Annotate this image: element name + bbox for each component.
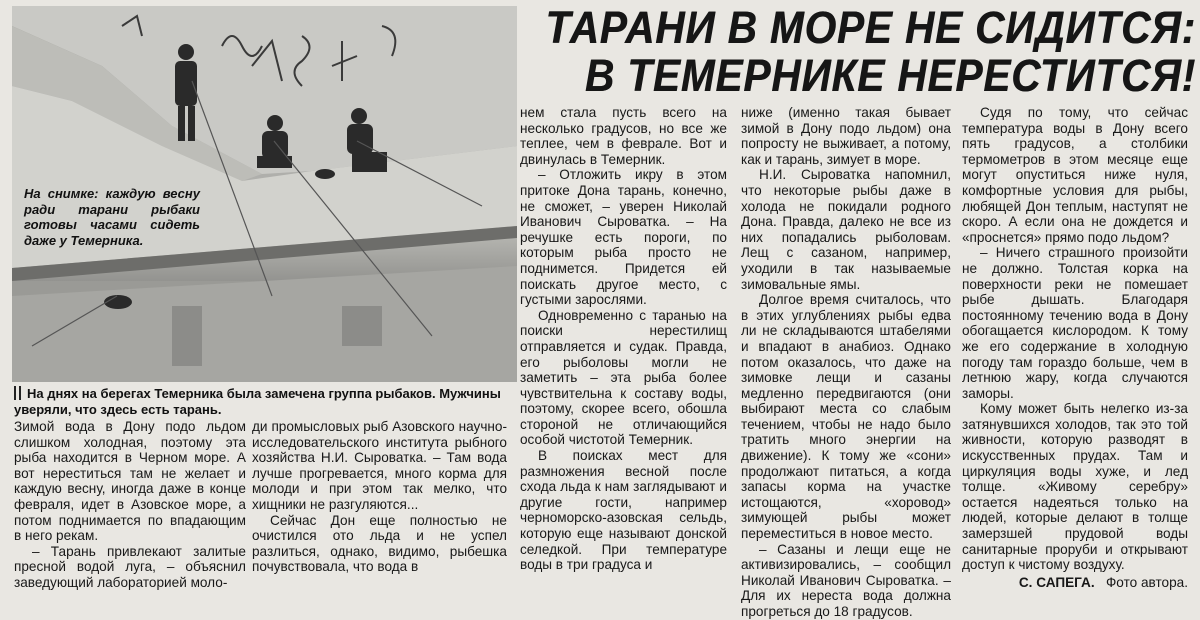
paragraph: – Ничего страшного произойти не должно. Толстая корка на поверхности реки не помешает рыбе дышать. Благодаря постоянному течению вода в Дону обогащается кислородом. К тому же его содержание в холодную погоду там гораздо больше, чем в летнюю жару, когда случаются заморы.: [962, 245, 1188, 401]
paragraph: – Сазаны и лещи еще не активизировались, – сообщил Николай Иванович Сыроватка. – Для их нереста вода должна прогреться до 18 градусов.: [741, 541, 951, 619]
text-column-1: [14, 419, 246, 591]
paragraph: ниже (именно такая бывает зимой в Дону подо льдом) она попросту не выживает, а потому, как и тарань, зимует в море.: [741, 105, 951, 167]
paragraph: – Отложить икру в этом притоке Дона тарань, конечно, не сможет, – уверен Николай Иванович Сыроватка. – На речушке есть пороги, по которым рыба просто не поднимется. Придется ей поискать другое место, с густыми зарослями.: [520, 167, 727, 308]
paragraph: – Тарань привлекают залитые пресной водой луга, – объяснил заведующий лабораторией моло-: [14, 543, 246, 590]
paragraph: Кому может быть нелегко из-за затянувшихся холодов, так это той живности, которую разводят в искусственных прудах. Там и циркуляция воды хуже, и лед толще. «Живому серебру» остается надеяться только на людей, которые делают в толще замерзшей прудовой воды санитарные проруби и открывают доступ к чистому воздуху.: [962, 401, 1188, 573]
paragraph: Сейчас Дон еще полностью не очистился ото льда и не успел разлиться, однако, видимо, рыбешка почувствовала, что вода в: [252, 512, 507, 575]
text-column-4: [741, 105, 951, 619]
author-signature: С. САПЕГА.: [1018, 574, 1095, 590]
headline-line-1: ТАРАНИ В МОРЕ НЕ СИДИТСЯ:: [545, 2, 1196, 53]
paragraph: Зимой вода в Дону подо льдом слишком холодная, поэтому эта рыба находится в Черном море. А вот нереститься там не желает и каждую весну, иногда даже в конце февраля, идет в Азовское море, а потом поднимается по впадающим в него рекам.: [14, 419, 246, 544]
headline-line-2: В ТЕМЕРНИКЕ НЕРЕСТИТСЯ!: [584, 50, 1196, 101]
paragraph: Н.И. Сыроватка напомнил, что некоторые рыбы даже в холода не покидали родного Дона. Правда, далеко не все из них попадались рыболовам. Лещ с сазаном, например, уходили в так называемые зимовальные ямы.: [741, 167, 951, 292]
article-headline: [494, 4, 1196, 104]
paragraph: ди промысловых рыб Азовского научно-исследовательского института рыбного хозяйства Н.И. Сыроватка. – Там вода лучше прогревается, много корма для молоди и при этом так мелко, что хищники не разгуляются...: [252, 419, 507, 512]
paragraph: В поисках мест для размножения весной после схода льда к нам заглядывают и другие гости, например черноморско-азовская сельдь, которую еще называют донской селедкой. При температуре воды в три градуса и: [520, 448, 727, 573]
byline: [962, 575, 1188, 591]
paragraph: Судя по тому, что сейчас температура воды в Дону всего пять градусов, а столбики термометров в этом месяце еще могут опуститься ниже нуля, комфортные условия для рыбы, любящей Дон теплым, наступят не скоро. А если она не дождется и «проснется» прямо подо льдом?: [962, 105, 1188, 245]
paragraph: нем стала пусть всего на несколько градусов, но все же теплее, чем в феврале. Вот и двинулась в Темерник.: [520, 105, 727, 167]
text-column-5: [962, 105, 1188, 591]
article-lead: [14, 386, 514, 417]
paragraph: Одновременно с таранью на поиски нерестилищ отправляется и судак. Правда, его рыболовы могли не заметить – эта рыба более чувствительна к составу воды, поэтому, скорее всего, обошла стороной не отличающийся особой чистотой Темерник.: [520, 307, 727, 448]
photo-caption: На снимке: каждую весну ради тарани рыбаки готовы часами сидеть даже у Темерника.: [24, 186, 200, 248]
photo-credit: Фото автора.: [1105, 574, 1188, 590]
text-column-2: [252, 419, 507, 591]
lead-text: На днях на берегах Темерника была замечена группа рыбаков. Мужчины уверяли, что здесь есть тарань.: [14, 386, 501, 417]
text-column-3: [520, 105, 727, 591]
paragraph: Долгое время считалось, что в этих углублениях рыбы едва ли не складываются штабелями и впадают в анабиоз. Однако потом оказалось, что даже на зимовке лещи и сазаны медленно передвигаются (они выбирают места со слабым течением, чтобы не надо было тратить много энергии на движение). К тому же «сони» продолжают питаться, а когда запасы корма на участке истощаются, «хоровод» зимующей рыбы может переместиться в новое место.: [741, 292, 951, 542]
lead-marker: [14, 386, 21, 400]
